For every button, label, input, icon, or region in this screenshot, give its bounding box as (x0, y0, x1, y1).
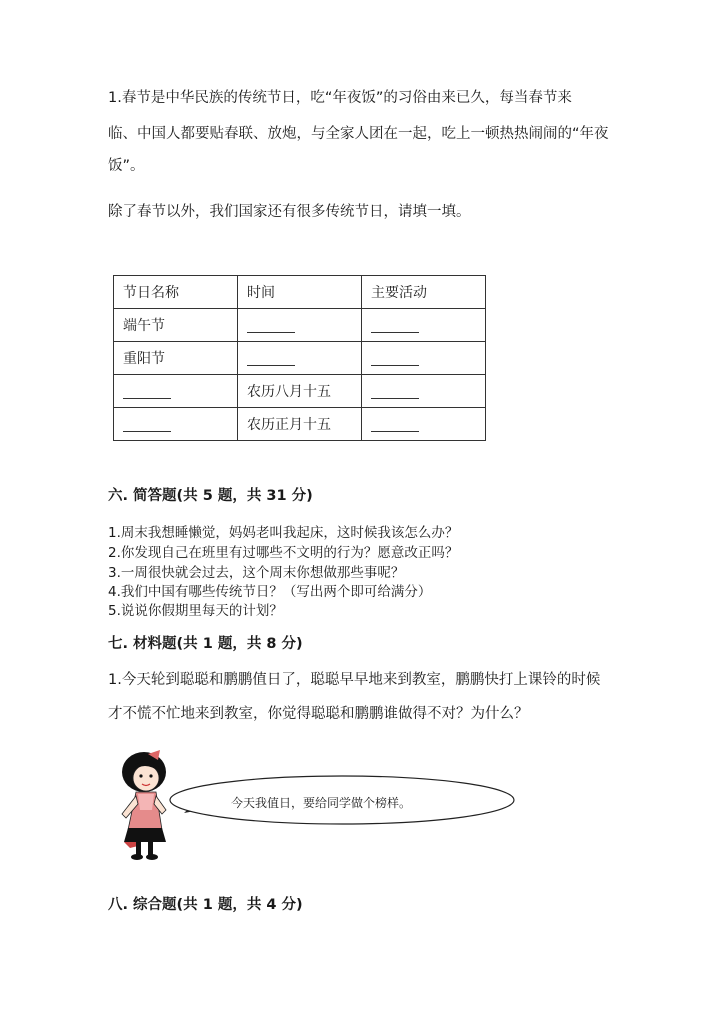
blank-line (247, 351, 295, 366)
table-row (114, 309, 486, 342)
passage-line-2: 临、中国人都要贴春联、放炮，与全家人团在一起，吃上一顿热热闹闹的“年夜 (108, 126, 609, 142)
header-time: 时间 (238, 276, 362, 309)
speech-text: 今天我值日，要给同学做个榜样。 (231, 796, 412, 810)
table-row (114, 342, 486, 375)
activity-blank[interactable] (362, 309, 486, 342)
festival-table (113, 275, 486, 441)
question-5: 5.说说你假期里每天的计划？ (108, 603, 283, 619)
section8-heading: 八. 综合题(共 1 题，共 4 分) (108, 897, 303, 913)
question-1: 1.周末我想睡懒觉，妈妈老叫我起床，这时候我该怎么办？ (108, 525, 459, 541)
time-blank[interactable] (238, 342, 362, 375)
activity-blank[interactable] (362, 342, 486, 375)
question-3: 3.一周很快就会过去，这个周末你想做那些事呢？ (108, 565, 405, 581)
blank-line (371, 351, 419, 366)
passage-line-3: 饭”。 (108, 158, 145, 174)
passage-line-1: 1.春节是中华民族的传统节日，吃“年夜饭”的习俗由来已久，每当春节来 (108, 90, 572, 106)
festival-name-cell: 重阳节 (114, 342, 238, 375)
material-line-1: 1.今天轮到聪聪和鹏鹏值日了，聪聪早早地来到教室，鹏鹏快打上课铃的时候 (108, 672, 601, 688)
blank-line (371, 417, 419, 432)
blank-line (247, 318, 295, 333)
section7-heading: 七. 材料题(共 1 题，共 8 分) (108, 636, 303, 652)
table-header-row (114, 276, 486, 309)
festival-name-blank[interactable] (114, 375, 238, 408)
header-activity: 主要活动 (362, 276, 486, 309)
time-cell: 农历正月十五 (238, 408, 362, 441)
question-2: 2.你发现自己在班里有过哪些不文明的行为？愿意改正吗？ (108, 545, 459, 561)
activity-blank[interactable] (362, 408, 486, 441)
festival-name-cell: 端午节 (114, 309, 238, 342)
question-4: 4.我们中国有哪些传统节日？（写出两个即可给满分） (108, 584, 432, 600)
time-blank[interactable] (238, 309, 362, 342)
table-row (114, 375, 486, 408)
table-row (114, 408, 486, 441)
fill-prompt: 除了春节以外，我们国家还有很多传统节日，请填一填。 (108, 204, 471, 220)
girl-icon (122, 750, 166, 860)
header-festival-name: 节日名称 (114, 276, 238, 309)
blank-line (371, 384, 419, 399)
blank-line (371, 318, 419, 333)
blank-line (123, 417, 171, 432)
section6-heading: 六. 简答题(共 5 题，共 31 分) (108, 488, 313, 504)
time-cell: 农历八月十五 (238, 375, 362, 408)
activity-blank[interactable] (362, 375, 486, 408)
material-line-2: 才不慌不忙地来到教室，你觉得聪聪和鹏鹏谁做得不对？为什么？ (108, 706, 529, 722)
blank-line (123, 384, 171, 399)
festival-name-blank[interactable] (114, 408, 238, 441)
